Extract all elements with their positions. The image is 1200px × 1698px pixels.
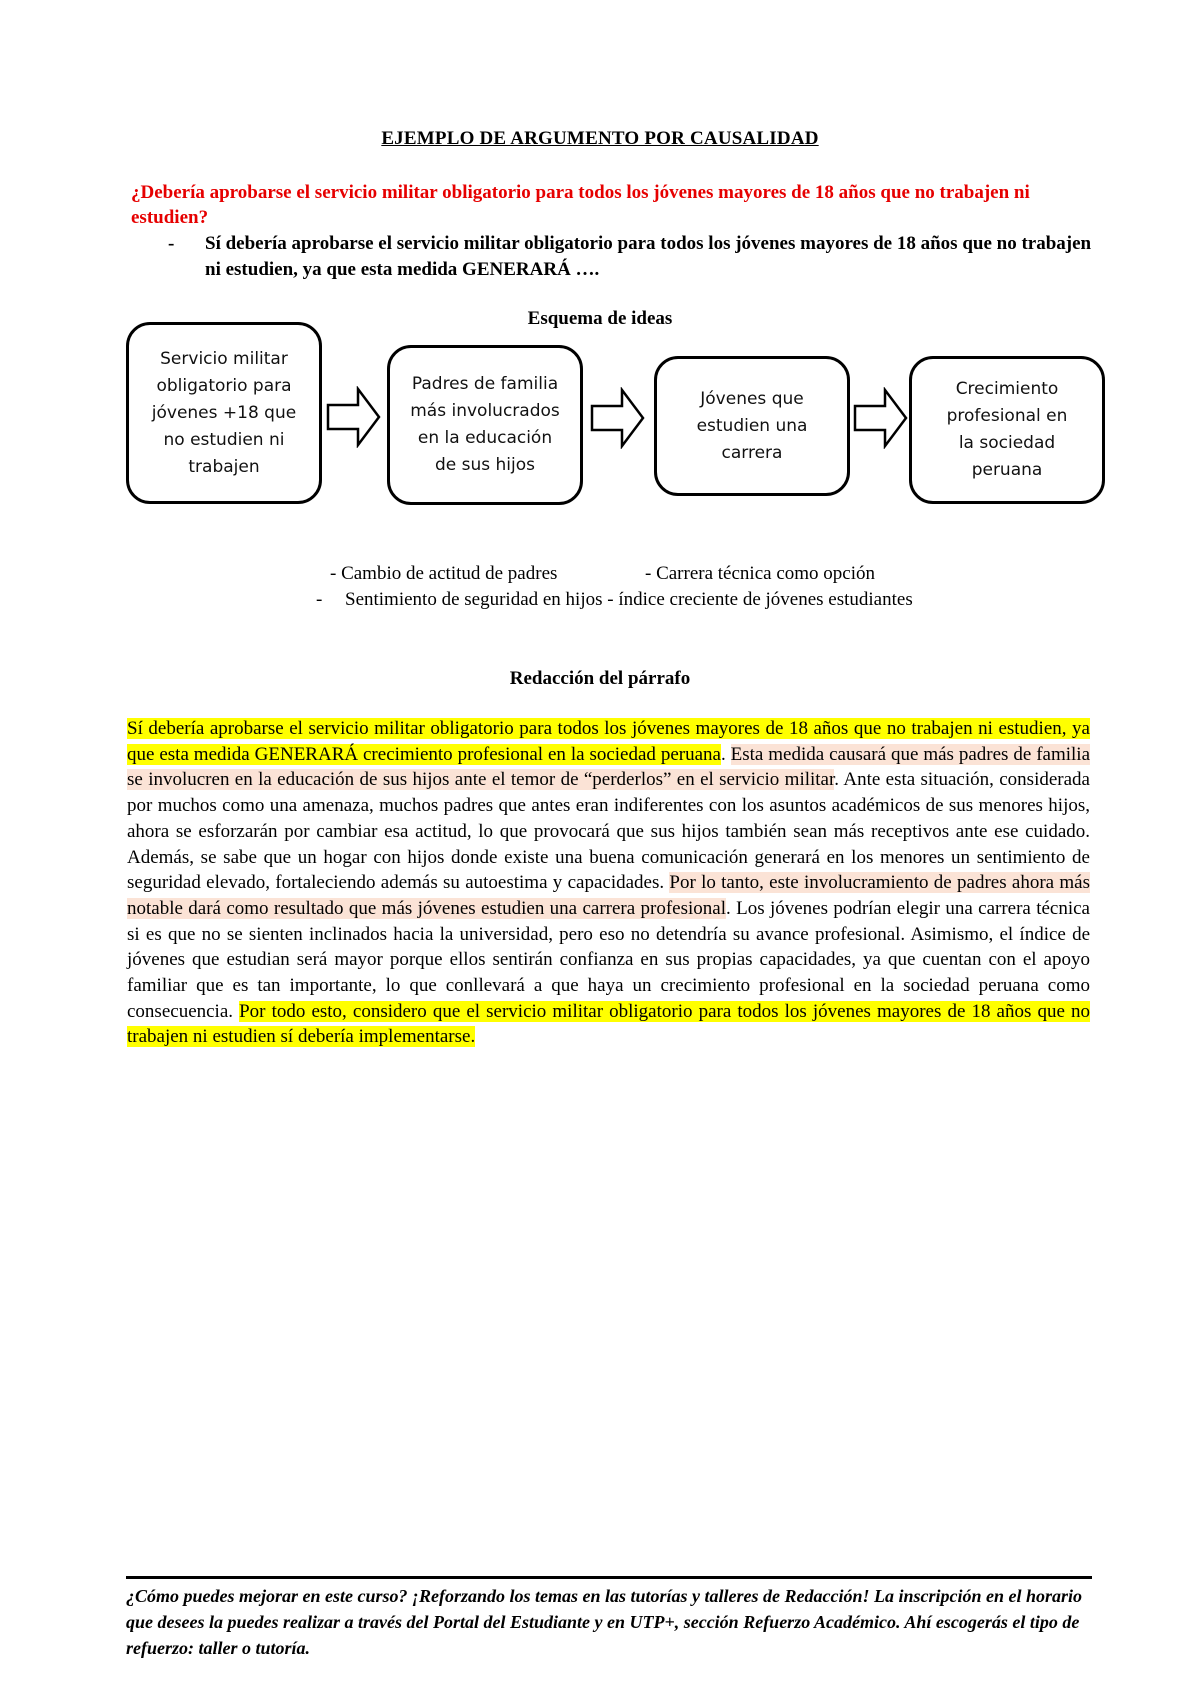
highlight-segment: Por lo tanto, este involucramiento de padres ahora más notable dará como resultado que más jóvenes estudien una carrera profesional [127,872,1090,919]
scheme-box-parents [387,345,583,505]
point-dash: - [316,589,323,610]
arrow-right-icon [853,387,909,449]
scheme-box-text: Servicio militar obligatorio para jóvenes +18 que no estudien ni trabajen [151,348,297,477]
scheme-box-growth [909,356,1105,504]
scheme-title: Esquema de ideas [527,308,673,329]
footer-note: ¿Cómo puedes mejorar en este curso? ¡Reforzando los temas en las tutorías y talleres de Redacción! La inscripción en el horario que desees la puedes realizar a través del Portal del Estudiante y en UTP+, sección Refuerzo Académico. Ahí escogerás el tipo de refuerzo: taller o tutoría. [126,1586,1083,1658]
text-segment: . Ante esta situación, considerada por muchos como una amenaza, muchos padres que antes eran indiferentes con los asuntos académicos de sus menores hijos, ahora se esforzarán por cambiar esa actitud, lo que provocará que sus hijos también sean más receptivos ante ese cuidado. Además, se sabe que un hogar con hijos donde existe una buena comunicación generará en los menores un sentimiento de seguridad elevado, fortaleciendo además su autoestima y capacidades. [127,769,1090,894]
text-segment: . [720,743,731,765]
highlight-segment: Esta medida causará que más padres de familia se involucren en la educación de sus hijos ante el temor de “perderlos” en el servicio militar [127,743,1090,791]
question-text: ¿Debería aprobarse el servicio militar obligatorio para todos los jóvenes mayores de 18 años que no trabajen ni estudien? [131,182,1030,228]
scheme-box-text: Jóvenes que estudien una carrera [696,388,808,463]
point-item: - Cambio de actitud de padres [330,563,558,584]
scheme-box-cause [126,322,322,504]
point-item: Sentimiento de seguridad en hijos - índice creciente de jóvenes estudiantes [345,589,913,610]
document-title: EJEMPLO DE ARGUMENTO POR CAUSALIDAD [381,128,819,149]
text-segment: . Los jóvenes podrían elegir una carrera técnica si es que no se sienten inclinados hacia la universidad, pero eso no detendría su avance profesional. Asimismo, el índice de jóvenes que estudian será mayor porque ellos sentirán confianza en sus propias capacidades, ya que cuentan con el apoyo familiar que es tan importante, lo que conllevará a que haya un crecimiento profesional en la sociedad peruana como consecuencia. [127,897,1090,1022]
scheme-box-youth [654,356,850,496]
answer-block [168,231,1100,283]
scheme-box-text: Crecimiento profesional en la sociedad peruana [946,379,1068,480]
redaction-paragraph [127,716,1090,1050]
highlight-segment: Por todo esto, considero que el servicio militar obligatorio para todos los jóvenes mayores de 18 años que no trabajen ni estudien sí debería implementarse. [127,1000,1090,1048]
redaction-title: Redacción del párrafo [509,668,691,689]
arrow-right-icon [590,387,646,449]
point-item: - Carrera técnica como opción [645,563,875,584]
footer-divider [126,1576,1092,1579]
answer-dash: - [168,233,175,254]
scheme-box-text: Padres de familia más involucrados en la educación de sus hijos [410,374,560,475]
highlight-segment: Sí debería aprobarse el servicio militar obligatorio para todos los jóvenes mayores de 18 años que no trabajen ni estudien, ya que esta medida GENERARÁ crecimiento profesional en la sociedad peruana [127,718,1090,765]
answer-text: Sí debería aprobarse el servicio militar obligatorio para todos los jóvenes mayores de 18 años que no trabajen ni estudien, ya que esta medida GENERARÁ …. [205,233,1092,280]
arrow-right-icon [326,386,382,448]
